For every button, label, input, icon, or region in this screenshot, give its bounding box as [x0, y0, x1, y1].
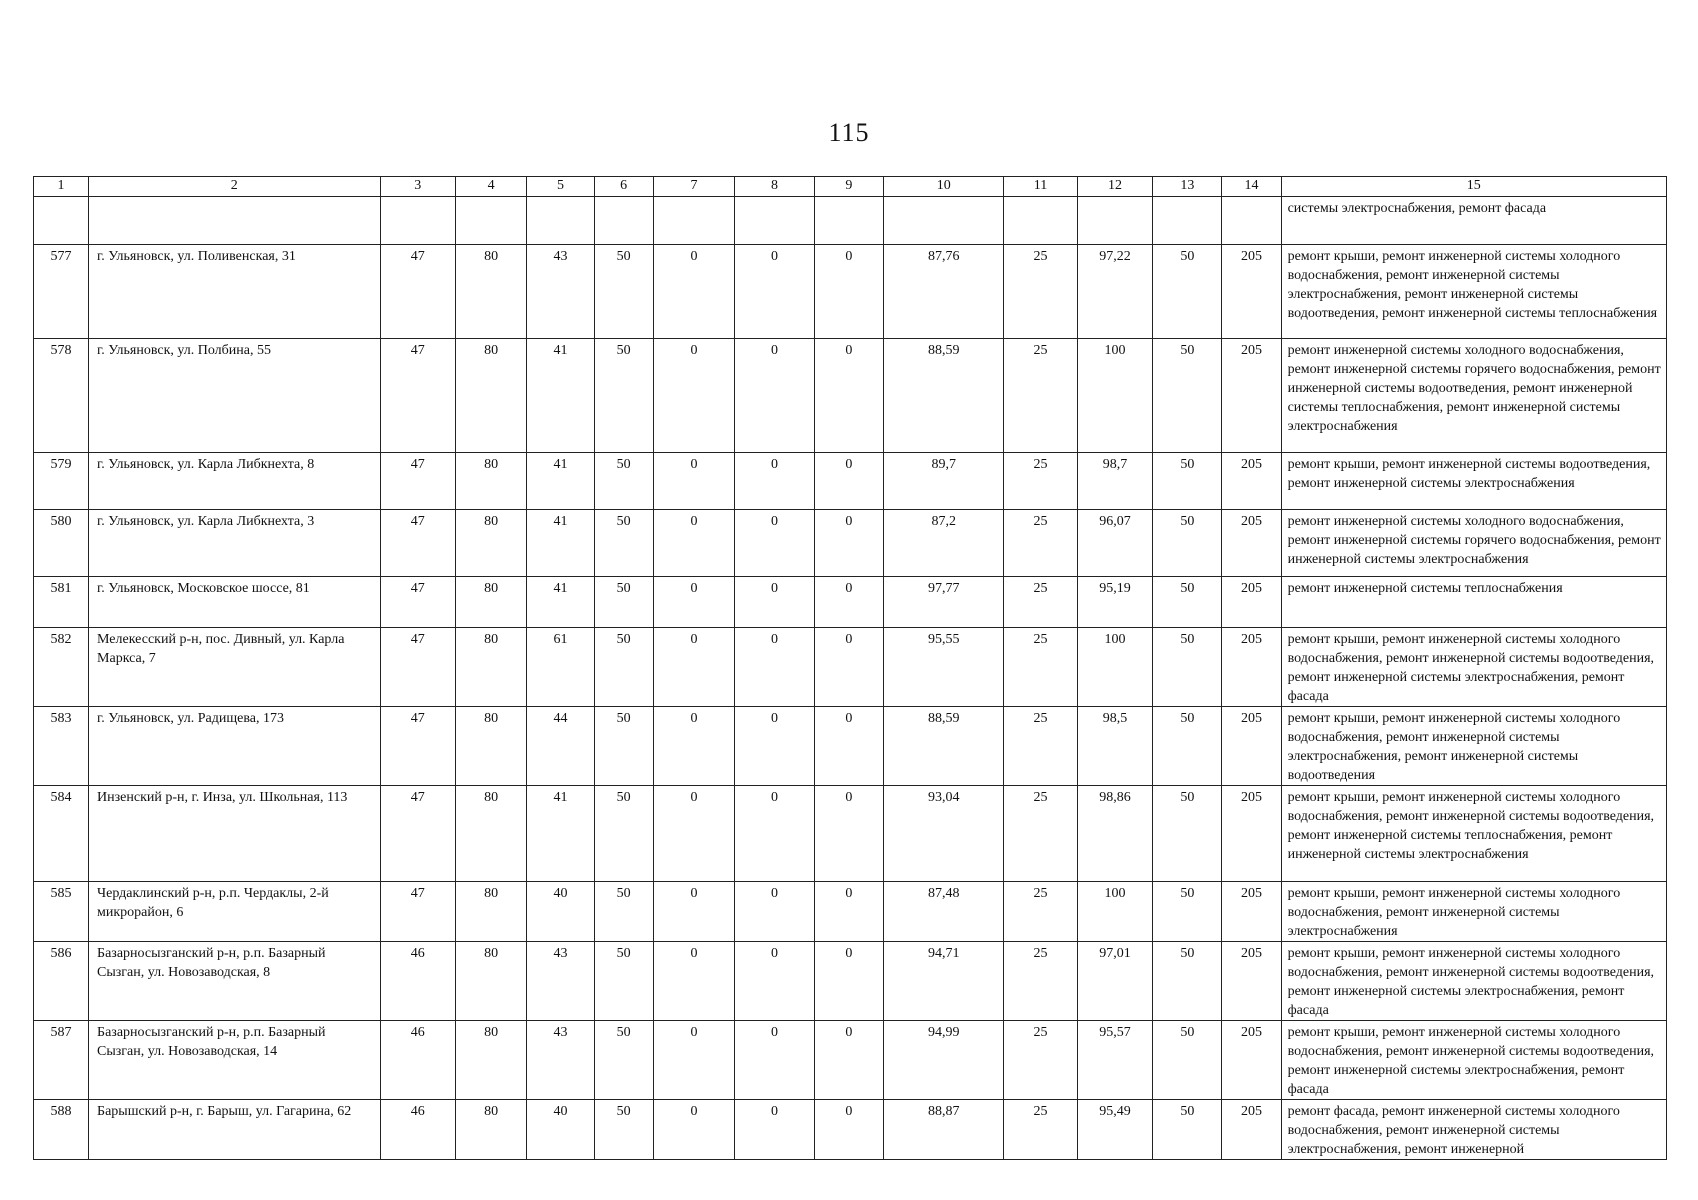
table-cell-col-13: 50	[1153, 577, 1222, 628]
col-header-4: 4	[455, 177, 526, 197]
table-cell-col-7: 0	[653, 1021, 735, 1100]
table-cell-col-12: 95,57	[1077, 1021, 1152, 1100]
table-cell-col-5: 43	[527, 1021, 594, 1100]
table-cell-col-15: ремонт крыши, ремонт инженерной системы водоотведения, ремонт инженерной системы электроснабжения	[1281, 453, 1666, 510]
col-header-5: 5	[527, 177, 594, 197]
table-cell-col-13: 50	[1153, 882, 1222, 942]
col-header-6: 6	[594, 177, 653, 197]
table-cell-col-9: 0	[814, 786, 883, 882]
col-header-7: 7	[653, 177, 735, 197]
table-cell-col-7: 0	[653, 786, 735, 882]
table-cell-col-3: 47	[380, 453, 455, 510]
table-cell-col-13: 50	[1153, 245, 1222, 339]
table-cell-col-14: 205	[1222, 882, 1281, 942]
table-cell-col-14: 205	[1222, 453, 1281, 510]
table-cell-col-14: 205	[1222, 577, 1281, 628]
table-cell-col-9: 0	[814, 510, 883, 577]
table-cell-col-4: 80	[455, 245, 526, 339]
table-cell-col-11: 25	[1004, 882, 1077, 942]
table-cell-col-9: 0	[814, 707, 883, 786]
table-cell-col-5: 40	[527, 882, 594, 942]
table-cell-col-13: 50	[1153, 1021, 1222, 1100]
table-cell-col-6: 50	[594, 942, 653, 1021]
table-row	[34, 707, 1667, 786]
table-cell-col-3: 47	[380, 628, 455, 707]
table-cell-col-1: 588	[34, 1100, 89, 1160]
table-cell-col-2: г. Ульяновск, ул. Радищева, 173	[89, 707, 381, 786]
table-cell-col-8: 0	[735, 1021, 815, 1100]
table-cell-col-1: 581	[34, 577, 89, 628]
table-cell-col-10: 95,55	[884, 628, 1004, 707]
table-cell-col-14: 205	[1222, 628, 1281, 707]
col-header-10: 10	[884, 177, 1004, 197]
table-cell-col-13: 50	[1153, 510, 1222, 577]
table-row	[34, 510, 1667, 577]
table-cell-col-8: 0	[735, 245, 815, 339]
table-cell-col-11: 25	[1004, 245, 1077, 339]
table-cell-col-12: 96,07	[1077, 510, 1152, 577]
table-cell-col-6: 50	[594, 510, 653, 577]
table-cell-col-9: 0	[814, 942, 883, 1021]
table-cell-col-10: 88,59	[884, 707, 1004, 786]
table-cell-col-15: ремонт крыши, ремонт инженерной системы холодного водоснабжения, ремонт инженерной системы водоотведения, ремонт инженерной системы электроснабжения, ремонт фасада	[1281, 942, 1666, 1021]
table-cell-col-2: г. Ульяновск, ул. Поливенская, 31	[89, 245, 381, 339]
col-header-13: 13	[1153, 177, 1222, 197]
table-cell-col-10: 88,59	[884, 339, 1004, 453]
table-cell-col-4: 80	[455, 707, 526, 786]
table-cell-col-15: ремонт крыши, ремонт инженерной системы холодного водоснабжения, ремонт инженерной системы электроснабжения, ремонт инженерной системы водоотведения, ремонт инженерной системы теплоснабжения	[1281, 245, 1666, 339]
table-cell-col-11: 25	[1004, 453, 1077, 510]
table-row	[34, 339, 1667, 453]
table-cell-col-3: 46	[380, 1100, 455, 1160]
table-cell-col-10: 87,2	[884, 510, 1004, 577]
table-cell-col-3: 47	[380, 786, 455, 882]
table-cell-col-6: 50	[594, 1100, 653, 1160]
table-cell-col-8: 0	[735, 882, 815, 942]
table-cell-col-9: 0	[814, 882, 883, 942]
table-cell-col-12: 95,19	[1077, 577, 1152, 628]
col-header-2: 2	[89, 177, 381, 197]
table-cell-col-4: 80	[455, 1100, 526, 1160]
table-cell-col-9: 0	[814, 1021, 883, 1100]
table-cell-col-5: 40	[527, 1100, 594, 1160]
table-cell-col-13: 50	[1153, 786, 1222, 882]
table-row	[34, 245, 1667, 339]
table-cell-col-8: 0	[735, 786, 815, 882]
table-cell-col-10: 94,99	[884, 1021, 1004, 1100]
table-cell-col-12: 98,5	[1077, 707, 1152, 786]
table-cell-col-13: 50	[1153, 1100, 1222, 1160]
table-cell-col-7: 0	[653, 707, 735, 786]
table-cell-col-2: Инзенский р-н, г. Инза, ул. Школьная, 113	[89, 786, 381, 882]
table-cell-col-4: 80	[455, 339, 526, 453]
registry-table-wrapper	[33, 176, 1667, 1160]
table-row	[34, 628, 1667, 707]
table-cell-col-10: 87,76	[884, 245, 1004, 339]
table-cell-col-15: ремонт крыши, ремонт инженерной системы холодного водоснабжения, ремонт инженерной системы водоотведения, ремонт инженерной системы электроснабжения, ремонт фасада	[1281, 628, 1666, 707]
table-cell-col-13: 50	[1153, 942, 1222, 1021]
table-row	[34, 453, 1667, 510]
col-header-8: 8	[735, 177, 815, 197]
table-cell-col-15: ремонт крыши, ремонт инженерной системы холодного водоснабжения, ремонт инженерной системы водоотведения, ремонт инженерной системы электроснабжения, ремонт фасада	[1281, 1021, 1666, 1100]
table-cell-col-1: 584	[34, 786, 89, 882]
registry-table	[33, 176, 1667, 1160]
table-cell-col-11: 25	[1004, 707, 1077, 786]
table-cell-col-1: 578	[34, 339, 89, 453]
table-cell-col-3: 47	[380, 882, 455, 942]
table-cell-col-3: 47	[380, 577, 455, 628]
table-body	[34, 197, 1667, 1160]
table-cell-col-5: 43	[527, 245, 594, 339]
table-cell-col-8: 0	[735, 453, 815, 510]
table-cell-col-7: 0	[653, 628, 735, 707]
table-cell-col-4: 80	[455, 882, 526, 942]
table-cell-col-7: 0	[653, 339, 735, 453]
table-cell-col-7: 0	[653, 245, 735, 339]
table-cell-col-1: 583	[34, 707, 89, 786]
table-cell-col-10: 89,7	[884, 453, 1004, 510]
table-cell-col-15: ремонт крыши, ремонт инженерной системы холодного водоснабжения, ремонт инженерной системы водоотведения, ремонт инженерной системы теплоснабжения, ремонт инженерной системы электроснабжения	[1281, 786, 1666, 882]
table-cell-col-2: г. Ульяновск, Московское шоссе, 81	[89, 577, 381, 628]
table-cell-col-11: 25	[1004, 942, 1077, 1021]
column-number-row	[34, 177, 1667, 197]
table-cell-col-2: г. Ульяновск, ул. Карла Либкнехта, 3	[89, 510, 381, 577]
table-cell-col-12: 98,7	[1077, 453, 1152, 510]
table-cell-col-14: 205	[1222, 1100, 1281, 1160]
table-cell-col-6: 50	[594, 245, 653, 339]
table-cell-col-6: 50	[594, 786, 653, 882]
table-cell-col-7: 0	[653, 882, 735, 942]
table-cell-col-14: 205	[1222, 786, 1281, 882]
table-cell-col-12: 97,01	[1077, 942, 1152, 1021]
col-header-14: 14	[1222, 177, 1281, 197]
table-cell-col-1: 586	[34, 942, 89, 1021]
table-cell-col-10: 93,04	[884, 786, 1004, 882]
table-cell-col-9: 0	[814, 453, 883, 510]
table-cell-col-12: 97,22	[1077, 245, 1152, 339]
table-cell-col-2: Чердаклинский р-н, р.п. Чердаклы, 2-й микрорайон, 6	[89, 882, 381, 942]
table-cell-col-1: 577	[34, 245, 89, 339]
table-row	[34, 1021, 1667, 1100]
table-cell-col-15: ремонт крыши, ремонт инженерной системы холодного водоснабжения, ремонт инженерной системы электроснабжения, ремонт инженерной системы водоотведения	[1281, 707, 1666, 786]
table-cell-col-1: 579	[34, 453, 89, 510]
table-cell-col-5: 44	[527, 707, 594, 786]
table-cell-col-4: 80	[455, 510, 526, 577]
table-cell-col-6: 50	[594, 628, 653, 707]
table-cell-col-13: 50	[1153, 453, 1222, 510]
table-cell-col-8: 0	[735, 577, 815, 628]
table-cell-col-2: г. Ульяновск, ул. Полбина, 55	[89, 339, 381, 453]
table-cell-col-5: 41	[527, 339, 594, 453]
table-cell-col-4: 80	[455, 942, 526, 1021]
table-cell-col-11: 25	[1004, 339, 1077, 453]
table-cell-col-12: 100	[1077, 628, 1152, 707]
table-cell-col-5: 41	[527, 577, 594, 628]
col-header-9: 9	[814, 177, 883, 197]
table-cell-col-8: 0	[735, 942, 815, 1021]
table-cell-col-2: г. Ульяновск, ул. Карла Либкнехта, 8	[89, 453, 381, 510]
table-cell-col-14: 205	[1222, 1021, 1281, 1100]
page-number: 115	[828, 118, 870, 147]
table-cell-col-3: 47	[380, 339, 455, 453]
col-header-15: 15	[1281, 177, 1666, 197]
table-cell-col-10: 97,77	[884, 577, 1004, 628]
table-cell-col-9: 0	[814, 1100, 883, 1160]
table-row	[34, 786, 1667, 882]
table-cell-col-6: 50	[594, 453, 653, 510]
continuation-row	[34, 197, 1667, 245]
table-cell-col-7: 0	[653, 577, 735, 628]
col-header-3: 3	[380, 177, 455, 197]
table-cell-col-5: 41	[527, 786, 594, 882]
table-cell-col-12: 100	[1077, 882, 1152, 942]
table-cell-col-12: 100	[1077, 339, 1152, 453]
table-cell-col-10: 87,48	[884, 882, 1004, 942]
table-cell-col-2: Базарносызганский р-н, р.п. Базарный Сызган, ул. Новозаводская, 14	[89, 1021, 381, 1100]
table-cell-col-11: 25	[1004, 577, 1077, 628]
table-cell-col-1: 582	[34, 628, 89, 707]
table-header	[34, 177, 1667, 197]
table-cell-col-1: 587	[34, 1021, 89, 1100]
table-row	[34, 1100, 1667, 1160]
table-cell-col-9: 0	[814, 339, 883, 453]
table-cell-col-8: 0	[735, 510, 815, 577]
table-cell-col-4: 80	[455, 453, 526, 510]
table-cell-col-9: 0	[814, 628, 883, 707]
table-cell-col-5: 41	[527, 453, 594, 510]
table-cell-col-3: 47	[380, 510, 455, 577]
table-cell-col-2: Мелекесский р-н, пос. Дивный, ул. Карла Маркса, 7	[89, 628, 381, 707]
table-cell-col-3: 47	[380, 245, 455, 339]
table-cell-col-8: 0	[735, 707, 815, 786]
table-cell-col-6: 50	[594, 707, 653, 786]
table-cell-col-1: 585	[34, 882, 89, 942]
table-cell-col-7: 0	[653, 510, 735, 577]
table-cell-col-7: 0	[653, 1100, 735, 1160]
table-row	[34, 882, 1667, 942]
col-header-11: 11	[1004, 177, 1077, 197]
table-cell-col-11: 25	[1004, 510, 1077, 577]
table-cell-col-6: 50	[594, 577, 653, 628]
table-cell-col-3: 46	[380, 942, 455, 1021]
table-cell-col-4: 80	[455, 1021, 526, 1100]
table-cell-col-3: 47	[380, 707, 455, 786]
continuation-cell: системы электроснабжения, ремонт фасада	[1281, 197, 1666, 245]
col-header-1: 1	[34, 177, 89, 197]
table-cell-col-6: 50	[594, 882, 653, 942]
table-cell-col-12: 95,49	[1077, 1100, 1152, 1160]
table-cell-col-14: 205	[1222, 707, 1281, 786]
table-cell-col-10: 88,87	[884, 1100, 1004, 1160]
table-cell-col-11: 25	[1004, 1100, 1077, 1160]
table-cell-col-14: 205	[1222, 510, 1281, 577]
table-cell-col-11: 25	[1004, 786, 1077, 882]
table-cell-col-13: 50	[1153, 628, 1222, 707]
table-cell-col-5: 61	[527, 628, 594, 707]
table-row	[34, 577, 1667, 628]
table-cell-col-2: Барышский р-н, г. Барыш, ул. Гагарина, 62	[89, 1100, 381, 1160]
table-cell-col-6: 50	[594, 1021, 653, 1100]
table-cell-col-14: 205	[1222, 339, 1281, 453]
table-cell-col-15: ремонт инженерной системы холодного водоснабжения, ремонт инженерной системы горячего водоснабжения, ремонт инженерной системы электроснабжения	[1281, 510, 1666, 577]
table-cell-col-4: 80	[455, 577, 526, 628]
table-cell-col-3: 46	[380, 1021, 455, 1100]
table-cell-col-11: 25	[1004, 1021, 1077, 1100]
table-cell-col-8: 0	[735, 339, 815, 453]
table-cell-col-10: 94,71	[884, 942, 1004, 1021]
table-cell-col-12: 98,86	[1077, 786, 1152, 882]
table-cell-col-15: ремонт инженерной системы теплоснабжения	[1281, 577, 1666, 628]
table-row	[34, 942, 1667, 1021]
table-cell-col-5: 43	[527, 942, 594, 1021]
table-cell-col-8: 0	[735, 1100, 815, 1160]
table-cell-col-7: 0	[653, 453, 735, 510]
table-cell-col-4: 80	[455, 628, 526, 707]
table-cell-col-5: 41	[527, 510, 594, 577]
table-cell-col-13: 50	[1153, 707, 1222, 786]
table-cell-col-9: 0	[814, 245, 883, 339]
table-cell-col-13: 50	[1153, 339, 1222, 453]
table-cell-col-4: 80	[455, 786, 526, 882]
table-cell-col-7: 0	[653, 942, 735, 1021]
table-cell-col-9: 0	[814, 577, 883, 628]
table-cell-col-15: ремонт фасада, ремонт инженерной системы холодного водоснабжения, ремонт инженерной системы электроснабжения, ремонт инженерной	[1281, 1100, 1666, 1160]
table-cell-col-15: ремонт крыши, ремонт инженерной системы холодного водоснабжения, ремонт инженерной системы электроснабжения	[1281, 882, 1666, 942]
table-cell-col-15: ремонт инженерной системы холодного водоснабжения, ремонт инженерной системы горячего водоснабжения, ремонт инженерной системы водоотведения, ремонт инженерной системы теплоснабжения, ремонт инженерной системы электроснабжения	[1281, 339, 1666, 453]
table-cell-col-14: 205	[1222, 942, 1281, 1021]
table-cell-col-11: 25	[1004, 628, 1077, 707]
col-header-12: 12	[1077, 177, 1152, 197]
table-cell-col-1: 580	[34, 510, 89, 577]
table-cell-col-2: Базарносызганский р-н, р.п. Базарный Сызган, ул. Новозаводская, 8	[89, 942, 381, 1021]
table-cell-col-14: 205	[1222, 245, 1281, 339]
table-cell-col-8: 0	[735, 628, 815, 707]
table-cell-col-6: 50	[594, 339, 653, 453]
